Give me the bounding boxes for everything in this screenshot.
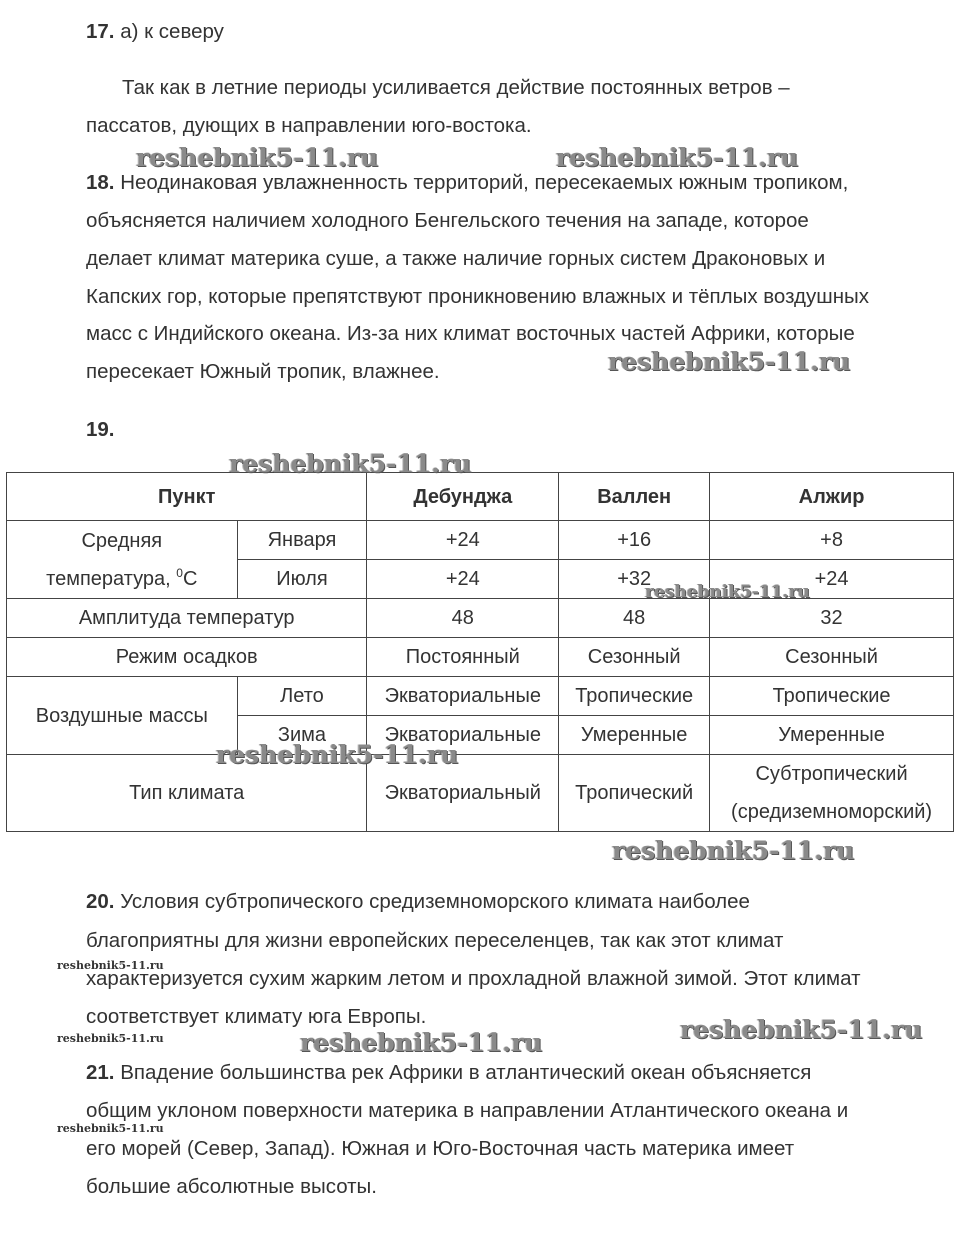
watermark: reshebnik5-11.ru (229, 449, 472, 478)
table-row-amplitude (7, 599, 954, 638)
watermark: reshebnik5-11.ru (57, 959, 164, 972)
q21-line-4: большие абсолютные высоты. (86, 1175, 377, 1198)
jan-debundja: +24 (367, 521, 559, 560)
q18-line-4: Капских гор, которые препятствуют проникновению влажных и тёплых воздушных (86, 285, 870, 308)
q21-line-2: общим уклоном поверхности материка в направлении Атлантического океана и (86, 1099, 849, 1122)
q19-number: 19. (86, 418, 115, 441)
watermark: reshebnik5-11.ru (556, 143, 799, 172)
q17-answer: а) к северу (120, 20, 224, 43)
climate-debundja: Экваториальный (367, 755, 559, 832)
climate-algiers (710, 755, 954, 832)
air-masses-label: Воздушные массы (7, 677, 238, 755)
climate-wallen: Тропический (559, 755, 710, 832)
jan-algiers: +8 (710, 521, 954, 560)
q18-line-3: делает климат материка суше, а также наличие горных систем Драконовых и (86, 247, 826, 270)
q20-line-3: характеризуется сухим жарким летом и прохладной влажной зимой. Этот климат (86, 967, 861, 990)
watermark: reshebnik5-11.ru (216, 740, 459, 769)
watermark: reshebnik5-11.ru (680, 1015, 923, 1044)
q20-line-2: благоприятны для жизни европейских переселенцев, так как этот климат (86, 929, 784, 952)
header-debundja: Дебунджа (367, 473, 559, 521)
watermark: reshebnik5-11.ru (300, 1028, 543, 1057)
amplitude-debundja: 48 (367, 599, 559, 638)
q20-line-4: соответствует климату юга Европы. (86, 1005, 427, 1028)
avg-temp-label (7, 521, 238, 599)
amplitude-label: Амплитуда температур (7, 599, 367, 638)
q18-first-line: Неодинаковая увлажненность территорий, пересекаемых южным тропиком, (120, 171, 849, 194)
jan-wallen: +16 (559, 521, 710, 560)
watermark: reshebnik5-11.ru (608, 347, 851, 376)
summer-algiers: Тропические (710, 677, 954, 716)
summer-debundja: Экваториальные (367, 677, 559, 716)
jan-label: Января (237, 521, 367, 560)
q20-number: 20. (86, 890, 115, 913)
watermark: reshebnik5-11.ru (57, 1122, 164, 1135)
q17-line-1: Так как в летние периоды усиливается действие постоянных ветров – (122, 76, 790, 99)
avg-temp-label-line1: Средняя (81, 529, 163, 552)
temp-unit: С (182, 567, 198, 590)
q18-heading (86, 171, 848, 195)
q18-line-6: пересекает Южный тропик, влажнее. (86, 360, 440, 383)
q20-first-line: Условия субтропического средиземноморского климата наиболее (120, 890, 750, 913)
q17-heading (86, 20, 224, 44)
jul-debundja: +24 (367, 560, 559, 599)
header-algiers: Алжир (710, 473, 954, 521)
table-row-precipitation (7, 638, 954, 677)
winter-wallen: Умеренные (559, 716, 710, 755)
precip-wallen: Сезонный (559, 638, 710, 677)
header-wallen: Валлен (559, 473, 710, 521)
q21-number: 21. (86, 1061, 115, 1084)
winter-debundja: Экваториальные (367, 716, 559, 755)
jul-algiers: +24 (710, 560, 954, 599)
table-header-row (7, 473, 954, 521)
header-point: Пункт (7, 473, 367, 521)
climate-type-label: Тип климата (7, 755, 367, 832)
summer-wallen: Тропические (559, 677, 710, 716)
table-row-air-summer (7, 677, 954, 716)
jul-wallen: +32 (559, 560, 710, 599)
climate-algiers-line1: Субтропический (755, 763, 908, 785)
precip-algiers: Сезонный (710, 638, 954, 677)
q17-line-2: пассатов, дующих в направлении юго-востока. (86, 114, 532, 137)
degree-superscript: 0 (176, 565, 183, 580)
watermark: reshebnik5-11.ru (136, 143, 379, 172)
watermark: reshebnik5-11.ru (645, 582, 810, 602)
winter-algiers: Умеренные (710, 716, 954, 755)
q20-heading (86, 890, 750, 914)
climate-table (6, 472, 954, 832)
q18-line-5: масс с Индийского океана. Из-за них климат восточных частей Африки, которые (86, 322, 855, 345)
precip-debundja: Постоянный (367, 638, 559, 677)
q18-number: 18. (86, 171, 115, 194)
q21-first-line: Впадение большинства рек Африки в атлантический океан объясняется (120, 1061, 812, 1084)
amplitude-algiers: 32 (710, 599, 954, 638)
q17-number: 17. (86, 20, 115, 43)
table-row-january (7, 521, 954, 560)
watermark: reshebnik5-11.ru (612, 836, 855, 865)
jul-label: Июля (237, 560, 367, 599)
precip-label: Режим осадков (7, 638, 367, 677)
table-row-climate-type (7, 755, 954, 832)
summer-label: Лето (237, 677, 367, 716)
winter-label: Зима (237, 716, 367, 755)
amplitude-wallen: 48 (559, 599, 710, 638)
q21-line-3: его морей (Север, Запад). Южная и Юго-Восточная часть материка имеет (86, 1137, 795, 1160)
watermark: reshebnik5-11.ru (57, 1032, 164, 1045)
q21-heading (86, 1061, 811, 1085)
q18-line-2: объясняется наличием холодного Бенгельского течения на западе, которое (86, 209, 809, 232)
avg-temp-label-line2: температура, (46, 567, 177, 590)
climate-algiers-line2: (средиземноморский) (731, 801, 933, 823)
